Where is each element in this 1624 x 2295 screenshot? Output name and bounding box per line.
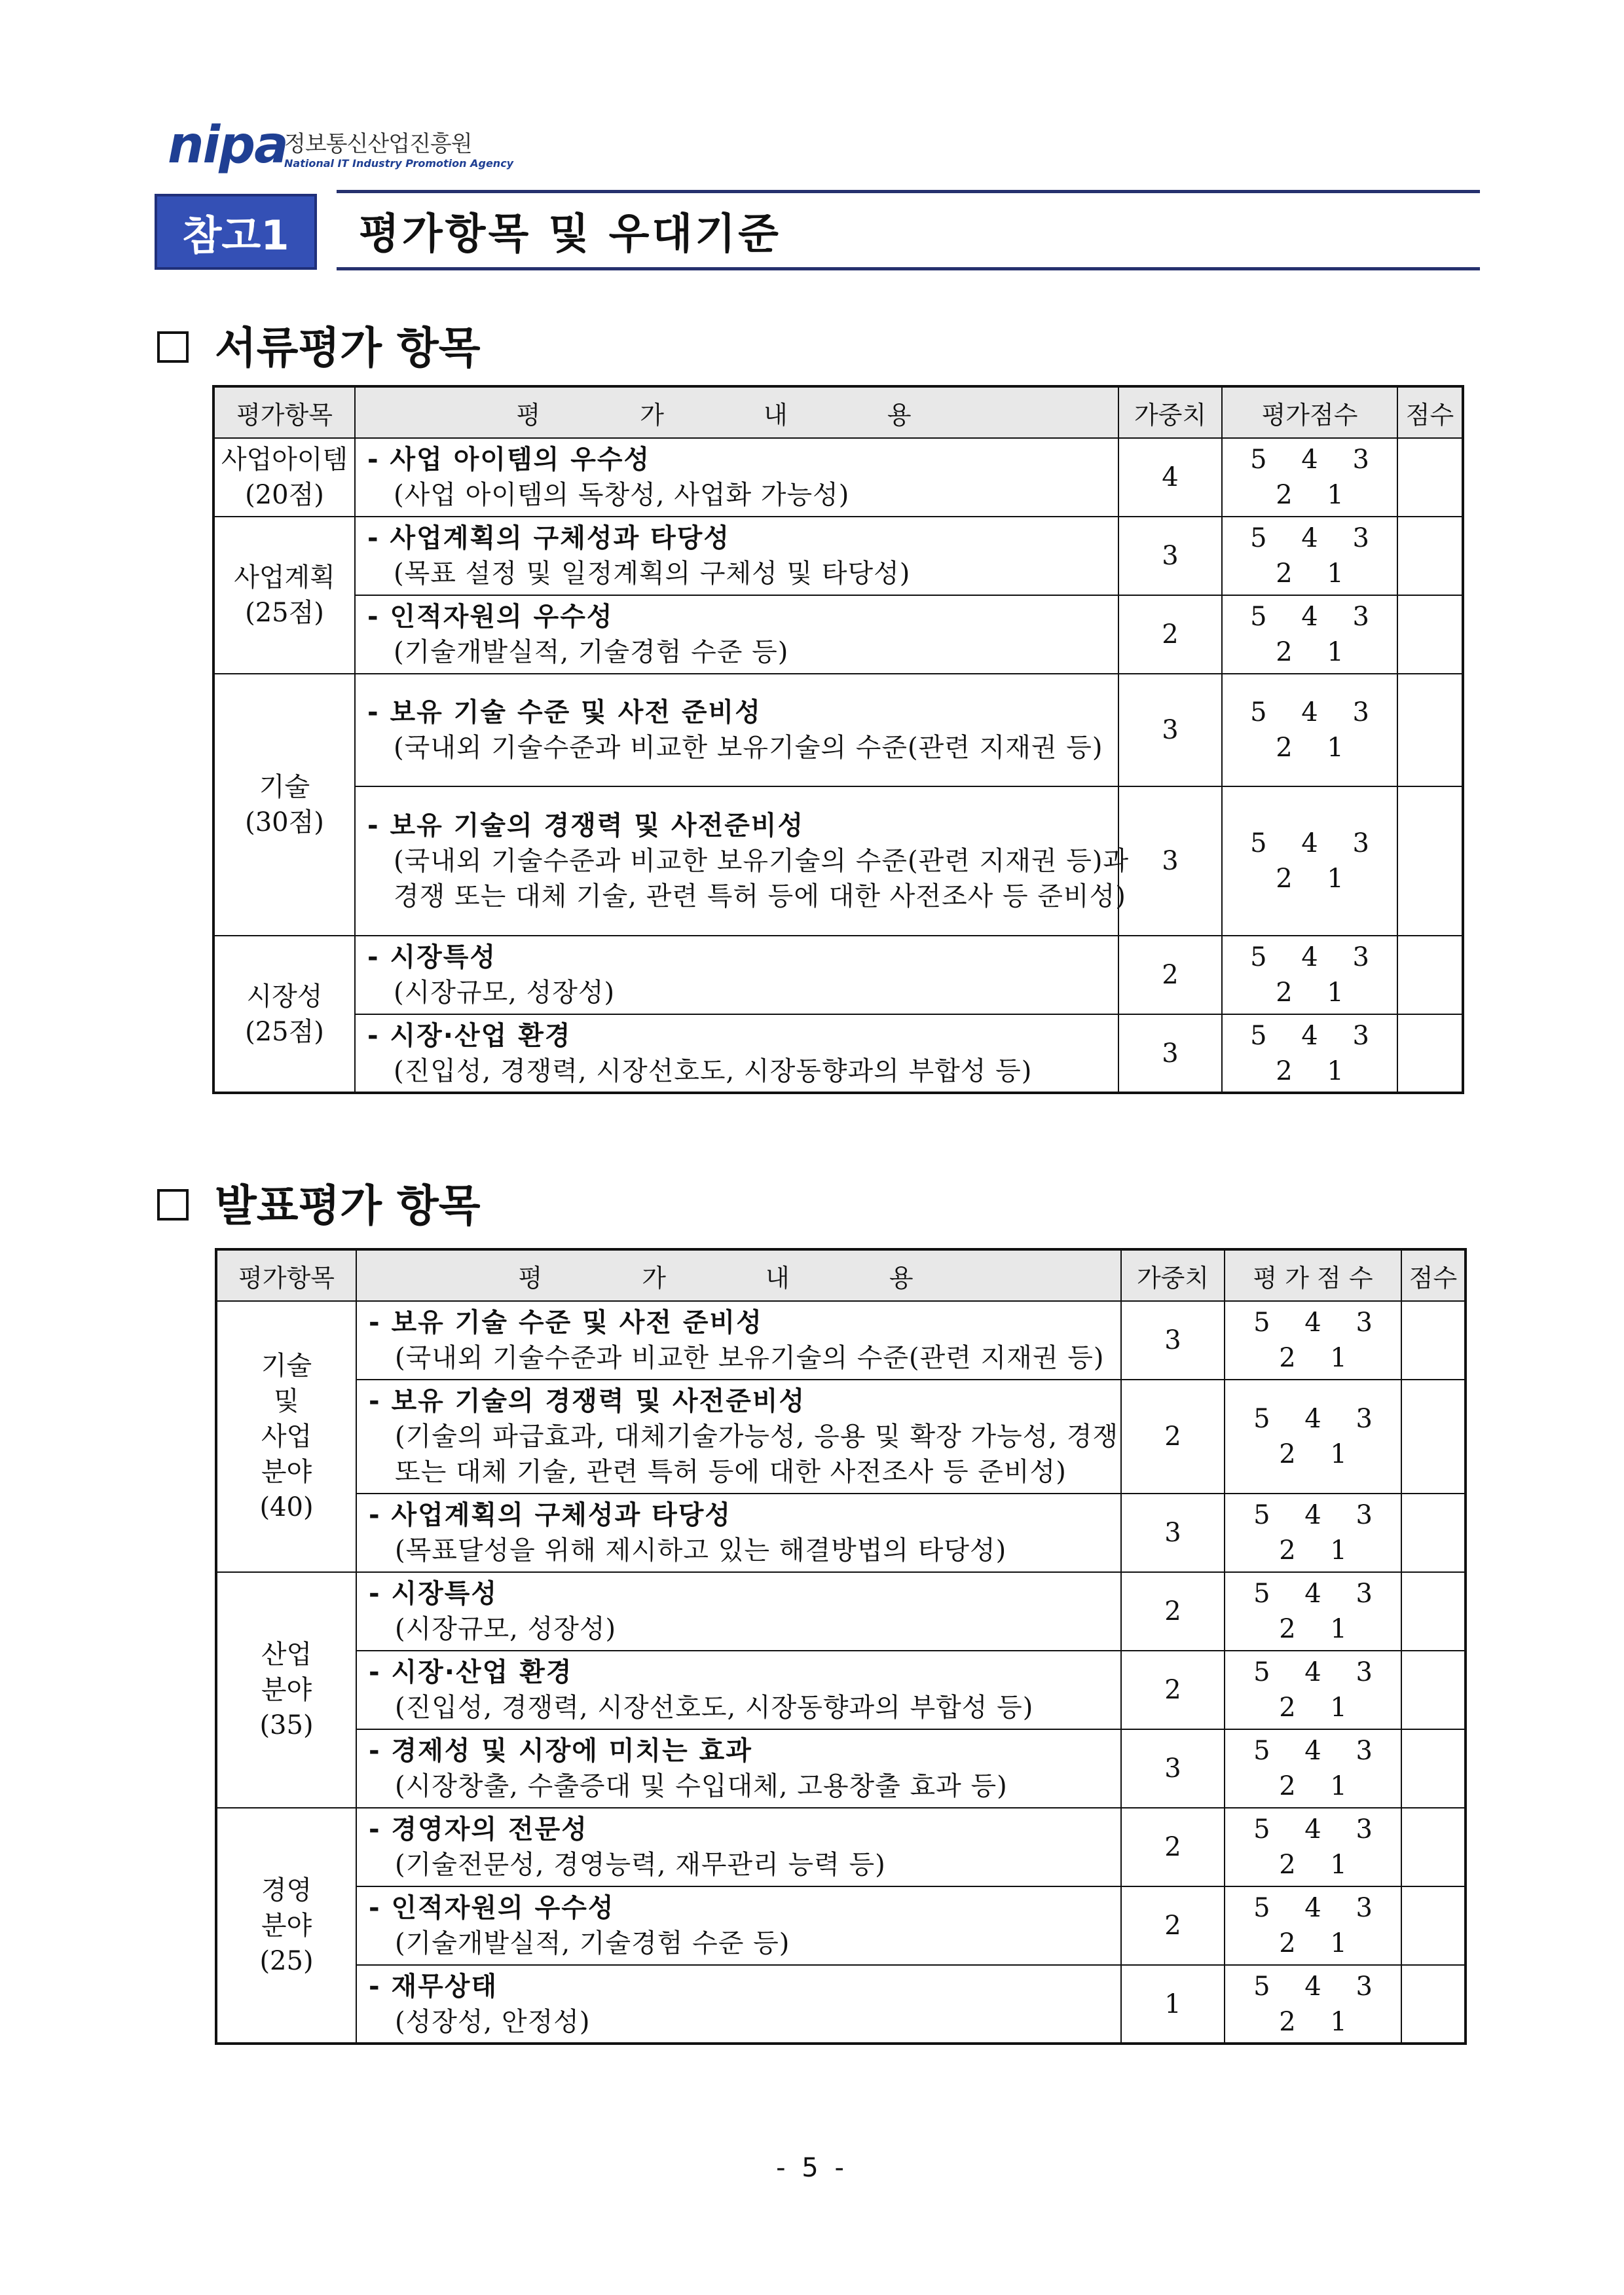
- score-input-cell[interactable]: [1401, 1651, 1466, 1729]
- category-points: (25점): [245, 1016, 324, 1047]
- score-input-cell[interactable]: [1401, 1965, 1466, 2044]
- content-cell: [356, 1572, 1121, 1651]
- category-line: (25): [259, 1945, 314, 1976]
- item-description: (기술개발실적, 기술경험 수준 등): [395, 1928, 790, 1958]
- category-points: (30점): [245, 807, 324, 837]
- item-description: (국내외 기술수준과 비교한 보유기술의 수준(관련 지재권 등): [394, 733, 1103, 763]
- item-title: - 시장특성: [367, 942, 497, 972]
- category-line: 경영: [261, 1875, 312, 1905]
- score-input-cell[interactable]: [1397, 786, 1463, 936]
- table-row: [216, 1494, 1466, 1572]
- content-cell: [356, 1965, 1121, 2044]
- content-cell: [356, 1380, 1121, 1494]
- weight-cell: 2: [1121, 1651, 1225, 1729]
- item-title: - 보유 기술의 경쟁력 및 사전준비성: [369, 1386, 806, 1416]
- score-scale-cell: 5 4 3 2 1: [1225, 1965, 1401, 2044]
- item-description: (목표달성을 위해 제시하고 있는 해결방법의 타당성): [395, 1535, 1007, 1566]
- column-header: 평가항목: [216, 1249, 356, 1301]
- item-title: - 시장·산업 환경: [369, 1657, 573, 1687]
- category-line: 및: [274, 1386, 299, 1416]
- score-scale-cell: 5 4 3 2 1: [1225, 1651, 1401, 1729]
- table-row: [213, 786, 1463, 936]
- score-input-cell[interactable]: [1397, 1014, 1463, 1093]
- section-title: 발표평가 항목: [215, 1181, 481, 1231]
- score-scale-cell: 5 4 3 2 1: [1222, 674, 1397, 786]
- nipa-logo: [168, 116, 514, 182]
- score-input-cell[interactable]: [1401, 1494, 1466, 1572]
- org-name-en: National IT Industry Promotion Agency: [284, 157, 514, 170]
- table-row: [213, 936, 1463, 1014]
- category-line: 분야: [261, 1675, 312, 1705]
- column-header: 점수: [1401, 1249, 1466, 1301]
- table-row: [216, 1380, 1466, 1494]
- column-header: 점수: [1397, 386, 1463, 438]
- score-scale-cell: 5 4 3 2 1: [1225, 1808, 1401, 1886]
- category-line: 분야: [261, 1457, 312, 1487]
- weight-cell: 3: [1118, 1014, 1222, 1093]
- category-cell: [216, 1572, 356, 1808]
- section-title: 서류평가 항목: [215, 323, 481, 373]
- weight-cell: 2: [1121, 1572, 1225, 1651]
- item-title: - 인적자원의 우수성: [369, 1893, 615, 1923]
- item-description: (기술개발실적, 기술경험 수준 등): [394, 637, 789, 667]
- category-label: 기술: [259, 772, 310, 802]
- content-cell: [356, 1808, 1121, 1886]
- category-line: (35): [259, 1710, 314, 1740]
- weight-cell: 3: [1118, 674, 1222, 786]
- content-cell: [355, 674, 1118, 786]
- score-input-cell[interactable]: [1401, 1808, 1466, 1886]
- weight-cell: 3: [1121, 1729, 1225, 1808]
- weight-cell: 2: [1118, 595, 1222, 674]
- item-title: - 사업 아이템의 우수성: [367, 445, 651, 475]
- score-scale-cell: 5 4 3 2 1: [1225, 1886, 1401, 1965]
- item-title: - 보유 기술 수준 및 사전 준비성: [367, 697, 762, 727]
- score-input-cell[interactable]: [1397, 936, 1463, 1014]
- item-title: - 재무상태: [369, 1971, 498, 2002]
- title-rule-bottom: [337, 267, 1480, 270]
- category-cell: [213, 438, 355, 517]
- score-input-cell[interactable]: [1401, 1886, 1466, 1965]
- category-cell: [216, 1808, 356, 2044]
- item-title: - 사업계획의 구체성과 타당성: [367, 523, 731, 553]
- content-cell: [356, 1729, 1121, 1808]
- table-row: [213, 1014, 1463, 1093]
- score-input-cell[interactable]: [1401, 1380, 1466, 1494]
- category-line: 기술: [261, 1351, 312, 1381]
- category-label: 사업계획: [234, 562, 335, 593]
- content-cell: [356, 1301, 1121, 1380]
- table-row: [213, 674, 1463, 786]
- weight-cell: 2: [1121, 1886, 1225, 1965]
- item-description: (국내외 기술수준과 비교한 보유기술의 수준(관련 지재권 등)과: [394, 846, 1130, 876]
- column-header: 평가점수: [1222, 386, 1397, 438]
- item-title: - 시장특성: [369, 1579, 498, 1609]
- presentation-review-table: [215, 1248, 1467, 2045]
- item-description: (국내외 기술수준과 비교한 보유기술의 수준(관련 지재권 등): [395, 1343, 1105, 1373]
- weight-cell: 1: [1121, 1965, 1225, 2044]
- item-title: - 인적자원의 우수성: [367, 602, 614, 632]
- column-header: 평 가 내 용: [355, 386, 1118, 438]
- category-line: 산업: [261, 1640, 312, 1670]
- score-input-cell[interactable]: [1397, 595, 1463, 674]
- score-scale-cell: 5 4 3 2 1: [1222, 786, 1397, 936]
- weight-cell: 3: [1118, 786, 1222, 936]
- score-input-cell[interactable]: [1401, 1301, 1466, 1380]
- org-name-ko: 정보통신산업진흥원: [284, 131, 472, 157]
- document-review-table: [212, 385, 1464, 1094]
- weight-cell: 2: [1118, 936, 1222, 1014]
- score-scale-cell: 5 4 3 2 1: [1222, 438, 1397, 517]
- item-title: - 보유 기술 수준 및 사전 준비성: [369, 1308, 763, 1338]
- content-cell: [355, 786, 1130, 936]
- score-input-cell[interactable]: [1397, 438, 1463, 517]
- content-cell: [356, 1886, 1121, 1965]
- category-points: (25점): [245, 598, 324, 628]
- category-line: (40): [259, 1492, 314, 1522]
- logo-mark: nipa: [168, 116, 287, 175]
- score-scale-cell: 5 4 3 2 1: [1225, 1301, 1401, 1380]
- content-cell: [356, 1651, 1121, 1729]
- reference-badge: 참고1: [155, 194, 317, 270]
- item-description: (기술의 파급효과, 대체기술가능성, 응용 및 확장 가능성, 경쟁: [395, 1422, 1119, 1452]
- weight-cell: 3: [1118, 517, 1222, 595]
- checkbox-square-icon: [157, 331, 189, 363]
- page-title: 평가항목 및 우대기준: [359, 210, 781, 259]
- weight-cell: 4: [1118, 438, 1222, 517]
- item-description: (사업 아이템의 독창성, 사업화 가능성): [394, 480, 850, 510]
- content-cell: [355, 1014, 1118, 1093]
- category-label: 시장성: [246, 981, 323, 1012]
- table-row: [216, 1572, 1466, 1651]
- table-row: [216, 1301, 1466, 1380]
- category-cell: [213, 674, 355, 936]
- score-scale-cell: 5 4 3 2 1: [1222, 1014, 1397, 1093]
- item-title: - 경제성 및 시장에 미치는 효과: [369, 1736, 752, 1766]
- table-header-row: [216, 1249, 1466, 1301]
- checkbox-square-icon: [157, 1189, 189, 1221]
- table-row: [213, 438, 1463, 517]
- content-cell: [355, 438, 1118, 517]
- score-input-cell[interactable]: [1401, 1572, 1466, 1651]
- item-title: - 시장·산업 환경: [367, 1020, 572, 1051]
- category-cell: [213, 936, 355, 1093]
- table-row: [216, 1965, 1466, 2044]
- category-line: 사업: [261, 1422, 312, 1452]
- column-header: 가중치: [1118, 386, 1222, 438]
- title-rule-top: [337, 190, 1480, 193]
- table-row: [216, 1886, 1466, 1965]
- table-header-row: [213, 386, 1463, 438]
- weight-cell: 3: [1121, 1301, 1225, 1380]
- category-line: 분야: [261, 1910, 312, 1941]
- table-row: [216, 1808, 1466, 1886]
- table-row: [213, 517, 1463, 595]
- content-cell: [355, 936, 1118, 1014]
- category-cell: [213, 517, 355, 674]
- column-header: 평가항목: [213, 386, 355, 438]
- weight-cell: 3: [1121, 1494, 1225, 1572]
- score-scale-cell: 5 4 3 2 1: [1222, 595, 1397, 674]
- score-scale-cell: 5 4 3 2 1: [1225, 1380, 1401, 1494]
- item-description: (목표 설정 및 일정계획의 구체성 및 타당성): [394, 559, 911, 589]
- page-number: - 5 -: [776, 2153, 848, 2183]
- table-row: [216, 1651, 1466, 1729]
- score-scale-cell: 5 4 3 2 1: [1225, 1729, 1401, 1808]
- score-input-cell[interactable]: [1397, 517, 1463, 595]
- column-header: 평 가 내 용: [356, 1249, 1121, 1301]
- column-header: 평 가 점 수: [1225, 1249, 1401, 1301]
- item-description: (기술전문성, 경영능력, 재무관리 능력 등): [395, 1850, 886, 1880]
- category-cell: [216, 1301, 356, 1572]
- section-heading-presentation-review: [157, 1171, 481, 1233]
- category-label: 사업아이템: [221, 445, 348, 475]
- item-title: - 보유 기술의 경쟁력 및 사전준비성: [367, 811, 805, 841]
- score-scale-cell: 5 4 3 2 1: [1225, 1494, 1401, 1572]
- table-row: [216, 1729, 1466, 1808]
- item-description: (시장창출, 수출증대 및 수입대체, 고용창출 효과 등): [395, 1771, 1008, 1801]
- item-description: (진입성, 경쟁력, 시장선호도, 시장동향과의 부합성 등): [394, 1056, 1033, 1086]
- item-description: 경쟁 또는 대체 기술, 관련 특허 등에 대한 사전조사 등 준비성): [394, 881, 1126, 911]
- score-scale-cell: 5 4 3 2 1: [1222, 936, 1397, 1014]
- column-header: 가중치: [1121, 1249, 1225, 1301]
- item-title: - 경영자의 전문성: [369, 1814, 588, 1845]
- item-description: (시장규모, 성장성): [395, 1614, 617, 1644]
- item-description: (진입성, 경쟁력, 시장선호도, 시장동향과의 부합성 등): [395, 1693, 1034, 1723]
- section-heading-document-review: [157, 313, 481, 375]
- item-description: 또는 대체 기술, 관련 특허 등에 대한 사전조사 등 준비성): [395, 1457, 1067, 1487]
- table-row: [213, 595, 1463, 674]
- item-description: (성장성, 안정성): [395, 2006, 591, 2037]
- content-cell: [355, 517, 1118, 595]
- weight-cell: 2: [1121, 1380, 1225, 1494]
- score-scale-cell: 5 4 3 2 1: [1225, 1572, 1401, 1651]
- item-description: (시장규모, 성장성): [394, 978, 616, 1008]
- score-scale-cell: 5 4 3 2 1: [1222, 517, 1397, 595]
- content-cell: [355, 595, 1118, 674]
- score-input-cell[interactable]: [1401, 1729, 1466, 1808]
- item-title: - 사업계획의 구체성과 타당성: [369, 1500, 732, 1530]
- score-input-cell[interactable]: [1397, 674, 1463, 786]
- content-cell: [356, 1494, 1121, 1572]
- weight-cell: 2: [1121, 1808, 1225, 1886]
- category-points: (20점): [245, 480, 324, 510]
